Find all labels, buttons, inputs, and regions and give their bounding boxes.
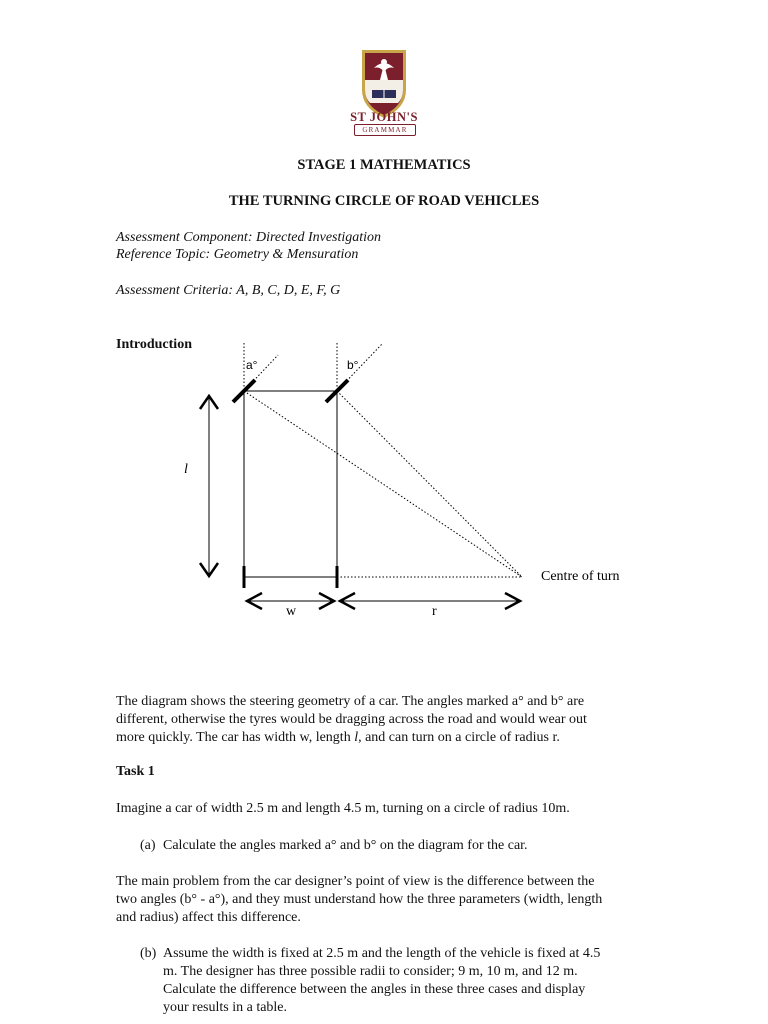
intro-paragraph bbox=[116, 693, 644, 747]
intro-line-2: different, otherwise the tyres would be dragging across the road and would wear out bbox=[116, 712, 587, 727]
radius-line-a bbox=[244, 391, 522, 577]
introduction-heading: Introduction bbox=[116, 337, 192, 352]
radius-line-b bbox=[337, 391, 522, 577]
item-a-label: (a) bbox=[140, 838, 156, 853]
problem-line-1: The main problem from the car designer’s point of view is the difference between the bbox=[116, 874, 595, 889]
item-b-line-4: your results in a table. bbox=[163, 1000, 288, 1015]
crest-name: ST JOHN'S bbox=[350, 110, 418, 124]
page-subtitle: THE TURNING CIRCLE OF ROAD VEHICLES bbox=[228, 193, 540, 209]
radius-label: r bbox=[432, 604, 437, 619]
task-1-heading: Task 1 bbox=[116, 764, 155, 779]
car-body bbox=[244, 391, 337, 577]
problem-paragraph bbox=[116, 873, 644, 927]
item-b-line-2: m. The designer has three possible radii to consider; 9 m, 10 m, and 12 m. bbox=[163, 964, 578, 979]
item-b-line-1: Assume the width is fixed at 2.5 m and the length of the vehicle is fixed at 4.5 bbox=[163, 946, 601, 961]
intro-line-3: more quickly. The car has width w, length l, and can turn on a circle of radius r. bbox=[116, 730, 560, 745]
angle-a-label: a° bbox=[246, 358, 258, 372]
page-title: STAGE 1 MATHEMATICS bbox=[297, 157, 471, 173]
item-b-line-3: Calculate the difference between the angles in these three cases and display bbox=[163, 982, 586, 997]
item-b-label: (b) bbox=[140, 946, 157, 961]
reference-topic: Reference Topic: Geometry & Mensuration bbox=[116, 247, 359, 262]
item-b-text bbox=[163, 945, 643, 1017]
task-1-intro: Imagine a car of width 2.5 m and length 4.5 m, turning on a circle of radius 10m. bbox=[116, 801, 570, 816]
assessment-component: Assessment Component: Directed Investigation bbox=[116, 230, 382, 245]
problem-line-3: and radius) affect this difference. bbox=[116, 910, 301, 925]
width-label: w bbox=[286, 604, 297, 619]
crest-ribbon: GRAMMAR bbox=[354, 124, 416, 136]
assessment-criteria: Assessment Criteria: A, B, C, D, E, F, G bbox=[116, 283, 341, 298]
item-a-text: Calculate the angles marked a° and b° on the diagram for the car. bbox=[163, 838, 528, 853]
angle-b-label: b° bbox=[347, 358, 359, 372]
task-1-item-a bbox=[140, 837, 650, 855]
length-label: l bbox=[184, 462, 188, 477]
problem-line-2: two angles (b° - a°), and they must understand how the three parameters (width, length bbox=[116, 892, 603, 907]
intro-line-1: The diagram shows the steering geometry of a car. The angles marked a° and b° are bbox=[116, 694, 585, 709]
task-1-item-b bbox=[140, 945, 650, 1019]
centre-of-turn-label: Centre of turn bbox=[541, 569, 620, 584]
